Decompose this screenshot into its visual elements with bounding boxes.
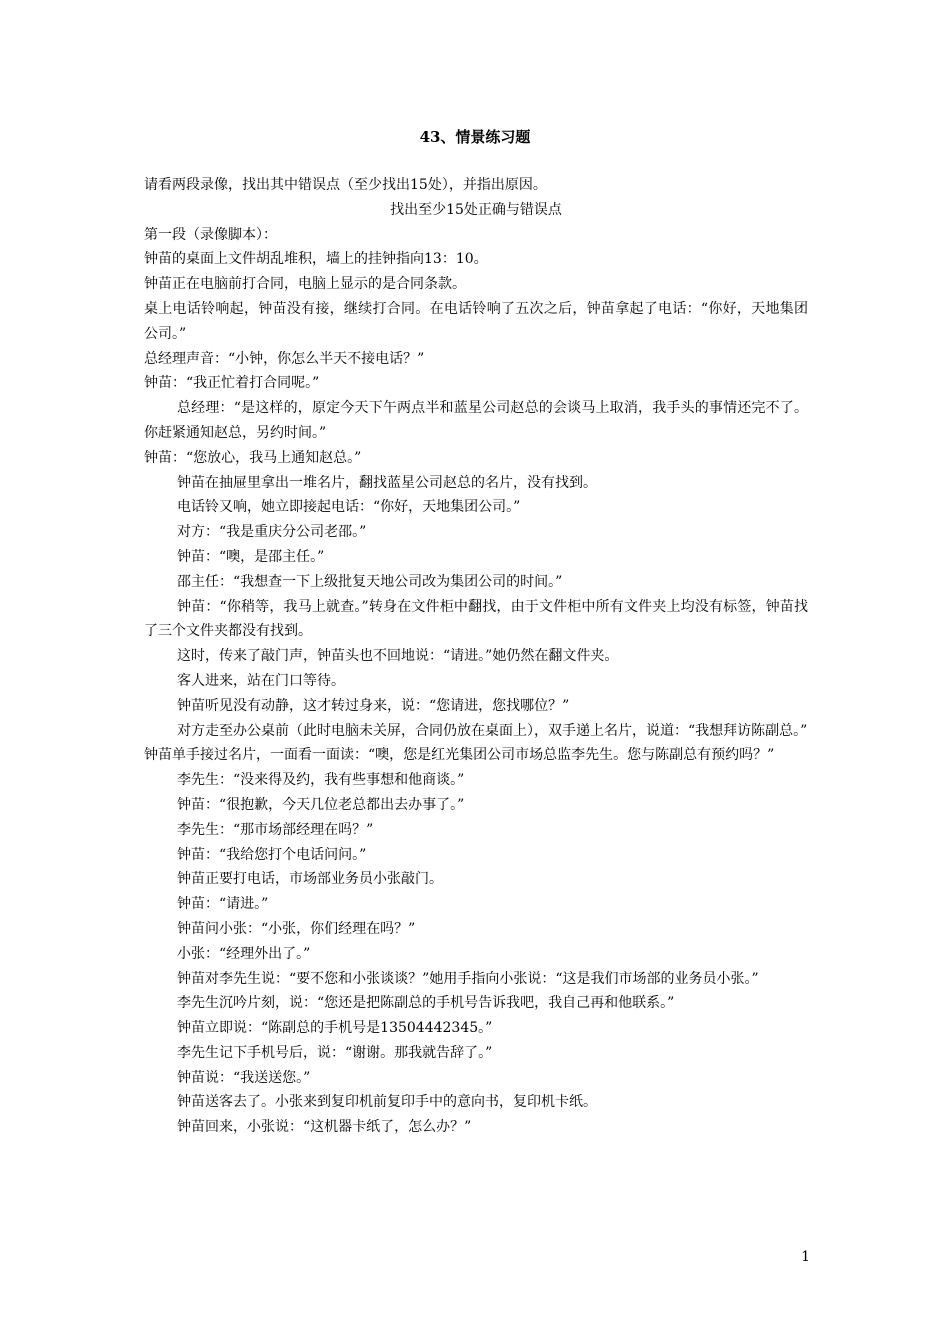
paragraph: 找出至少15处正确与错误点 xyxy=(390,201,562,218)
paragraph: 客人进来，站在门口等待。 xyxy=(177,672,345,689)
paragraph: 钟苗：“噢，是邵主任。” xyxy=(177,548,325,565)
paragraph: 第一段（录像脚本）： xyxy=(144,226,277,243)
paragraph: 钟苗问小张：“小张，你们经理在吗？” xyxy=(177,920,416,937)
paragraph: 钟苗对李先生说：“要不您和小张谈谈？”她用手指向小张说：“这是我们市场部的业务员小张。” xyxy=(177,970,759,987)
paragraph: 请看两段录像，找出其中错误点（至少找出15处），并指出原因。 xyxy=(144,177,547,193)
paragraph: 小张：“经理外出了。” xyxy=(177,945,311,962)
paragraph: 钟苗单手接过名片，一面看一面读：“噢，您是红光集团公司市场总监李先生。您与陈副总有预约吗？” xyxy=(144,747,775,764)
paragraph: 钟苗回来，小张说：“这机器卡纸了，怎么办？” xyxy=(177,1119,472,1136)
paragraph: 电话铃又响，她立即接起电话：“你好，天地集团公司。” xyxy=(177,499,521,516)
page-title: 43、情景练习题 xyxy=(419,128,531,146)
paragraph: 钟苗：“我给您打个电话问问。” xyxy=(177,846,367,863)
paragraph: 李先生：“没来得及约，我有些事想和他商谈。” xyxy=(177,772,465,789)
page-number: 1 xyxy=(801,1249,810,1265)
paragraph: 钟苗送客去了。小张来到复印机前复印手中的意向书，复印机卡纸。 xyxy=(177,1094,597,1111)
paragraph: 对方：“我是重庆分公司老邵。” xyxy=(177,524,367,541)
paragraph: 桌上电话铃响起，钟苗没有接，继续打合同。在电话铃响了五次之后，钟苗拿起了电话：“你好，天地集团公司。” xyxy=(144,300,808,342)
paragraph: 钟苗正要打电话，市场部业务员小张敲门。 xyxy=(177,871,443,888)
paragraph: 钟苗在抽屉里拿出一堆名片，翻找蓝星公司赵总的名片，没有找到。 xyxy=(177,474,597,491)
paragraph: 钟苗听见没有动静，这才转过身来，说：“您请进，您找哪位？” xyxy=(177,697,570,714)
paragraph: 钟苗：“我正忙着打合同呢。” xyxy=(144,375,320,392)
paragraph: 邵主任：“我想查一下上级批复天地公司改为集团公司的时间。” xyxy=(177,573,563,590)
paragraph: 钟苗正在电脑前打合同，电脑上显示的是合同条款。 xyxy=(144,276,466,293)
paragraph: 李先生：“那市场部经理在吗？” xyxy=(177,821,374,838)
paragraph: 对方走至办公桌前（此时电脑未关屏，合同仍放在桌面上），双手递上名片，说道：“我想拜访陈副总。” xyxy=(177,722,808,739)
paragraph: 钟苗立即说：“陈副总的手机号是13504442345。” xyxy=(177,1020,493,1037)
document-body xyxy=(144,173,808,1140)
paragraph: 钟苗：“请进。” xyxy=(177,896,269,913)
paragraph: 钟苗说：“我送送您。” xyxy=(177,1069,311,1086)
paragraph: 总经理声音：“小钟，你怎么半天不接电话？” xyxy=(144,350,425,367)
paragraph: 李先生记下手机号后，说：“谢谢。那我就告辞了。” xyxy=(177,1044,493,1061)
paragraph: 钟苗：“您放心，我马上通知赵总。” xyxy=(144,449,362,466)
paragraph: 钟苗：“很抱歉，今天几位老总都出去办事了。” xyxy=(177,796,465,813)
paragraph: 李先生沉吟片刻，说：“您还是把陈副总的手机号告诉我吧，我自己再和他联系。” xyxy=(177,995,675,1012)
paragraph: 这时，传来了敲门声，钟苗头也不回地说：“请进。”她仍然在翻文件夹。 xyxy=(177,648,619,665)
paragraph: 钟苗：“你稍等，我马上就查。”转身在文件柜中翻找，由于文件柜中所有文件夹上均没有标签，钟苗找了三个文件夹都没有找到。 xyxy=(144,598,808,640)
paragraph: 总经理：“是这样的，原定今天下午两点半和蓝星公司赵总的会谈马上取消，我手头的事情还完不了。你赶紧通知赵总，另约时间。” xyxy=(144,400,808,441)
paragraph: 钟苗的桌面上文件胡乱堆积，墙上的挂钟指向13：10。 xyxy=(144,251,488,268)
